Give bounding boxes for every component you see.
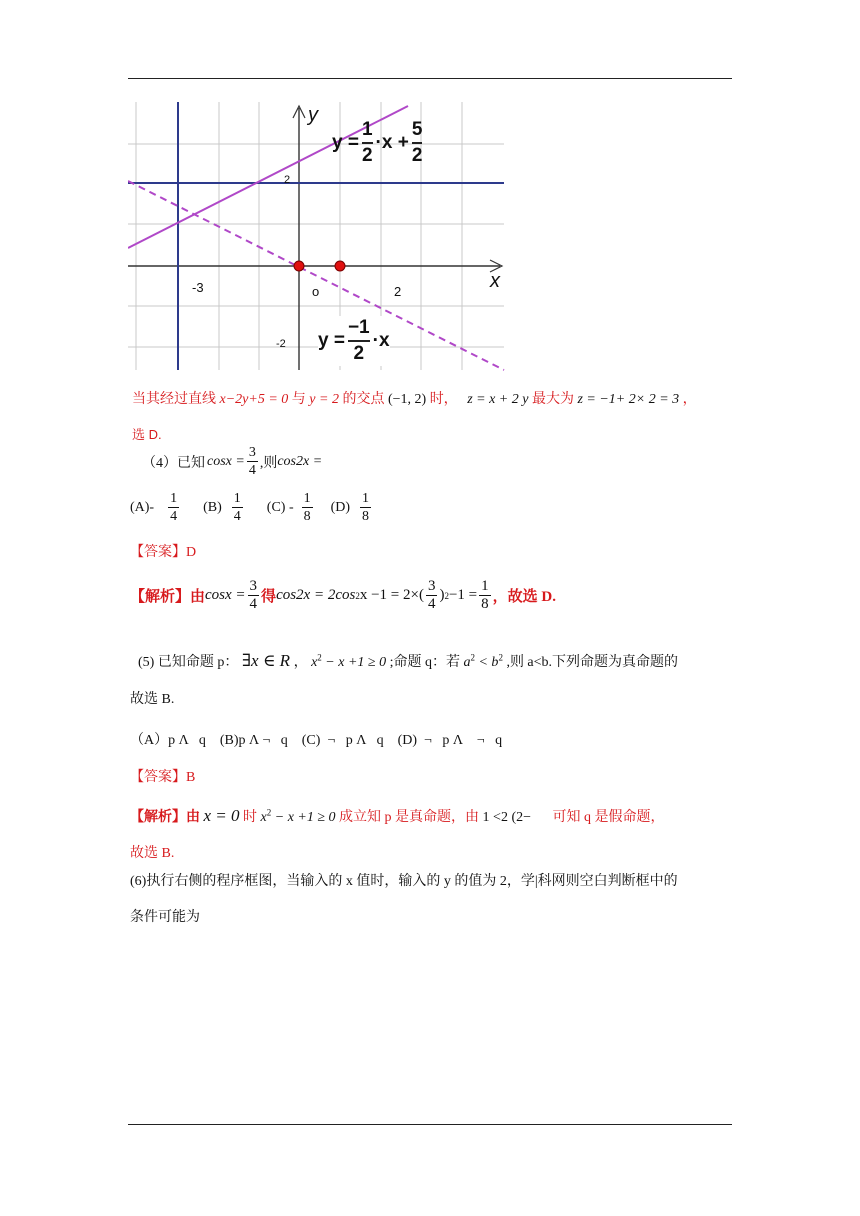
- line1-mid: ·x +: [375, 132, 409, 153]
- equation-line: x−2y+5 = 0: [219, 392, 289, 407]
- point-origin: [294, 261, 304, 271]
- cos-x: cosx =: [207, 453, 245, 469]
- option-d-fraction: $\frac{1}{8}$: [362, 491, 370, 524]
- y-axis-label: y: [308, 104, 318, 126]
- solution3-line1: 当其经过直线 x−2y+5 = 0 与 y = 2 的交点 (−1, 2) 时， z = x + 2 y 最大为 z = −1+ 2× 2 = 3 ，: [132, 392, 697, 407]
- question5-stem-line2: 故选 B.: [130, 692, 175, 707]
- analysis-inner-fraction: $\frac{3}{4}$: [427, 578, 436, 612]
- footer-rule: [128, 1124, 732, 1125]
- x-axis-label: x: [490, 270, 500, 292]
- question5-analysis-line2: 故选 B.: [130, 846, 175, 861]
- analysis-result-fraction: $\frac{1}{8}$: [481, 578, 489, 612]
- question4-stem: （4）已知 cosx = $\frac{3}{4}$ ,则 cos2x =: [142, 445, 323, 478]
- line1-fraction-2: $\frac{5}{2}$: [411, 119, 423, 166]
- line1-lhs: y =: [332, 132, 359, 153]
- graph-svg: [128, 102, 506, 372]
- grid-lines: [128, 102, 504, 370]
- tick-label-x-2: 2: [394, 284, 402, 299]
- point-x1: [335, 261, 345, 271]
- option-c-fraction: $\frac{1}{8}$: [303, 491, 311, 524]
- tick-label-y-neg2: -2: [276, 338, 286, 350]
- fraction-3-4: $\frac{3}{4}$: [248, 445, 256, 478]
- question6-line1: (6)执行右侧的程序框图，当输入的 x 值时，输入的 y 的值为 2，学|科网则空白判断框中的: [130, 874, 678, 889]
- z-expression: z = x + 2 y: [467, 392, 529, 407]
- intersection-point: (−1, 2): [387, 392, 427, 407]
- cos-2x: cos2x =: [277, 453, 323, 469]
- solution3-line2: 选 D.: [132, 427, 162, 442]
- line-neg-half-x: [128, 181, 504, 370]
- tick-label-x-neg3: -3: [192, 280, 204, 295]
- origin-label: o: [312, 284, 320, 299]
- line2-equation-label: [318, 316, 390, 366]
- exists-expression: ∃x ∈ R: [241, 651, 291, 670]
- line2-lhs: y =: [318, 330, 345, 351]
- question5-options: （A）p Λ q (B)p Λ ¬ q (C) ¬ p Λ q (D) ¬ p Λ ¬ q: [130, 733, 503, 748]
- option-b-fraction: $\frac{1}{4}$: [233, 491, 241, 524]
- line2-tail: ·x: [372, 330, 390, 351]
- question5-stem: (5) 已知命题 p： ∃x ∈ R ， $x^2 - x +1 \ge 0$ ;命题 q：若 $a^2 < b^2$ ,则 a<b.下列命题为真命题的: [138, 651, 679, 670]
- option-d: (D): [330, 499, 351, 515]
- question5-answer: 【答案】B: [130, 770, 196, 785]
- option-c: (C) -: [266, 499, 294, 515]
- question5-analysis: 【解析】由 x = 0 时 $x^2 - x +1 \ge 0$ 成立知 p 是真命题，由 1 <2 (2− 可知 q 是假命题，: [130, 806, 665, 825]
- option-a-fraction: $\frac{1}{4}$: [170, 491, 178, 524]
- z-value: z = −1+ 2× 2 = 3: [577, 392, 680, 407]
- question6-line2: 条件可能为: [130, 910, 200, 925]
- garbled-expression: 1 <2 (2−: [482, 810, 531, 825]
- question4-options: [130, 490, 373, 525]
- equation-y2: y = 2: [309, 392, 339, 407]
- line1-fraction-1: $\frac{1}{2}$: [361, 119, 373, 166]
- option-b: (B): [203, 499, 222, 515]
- analysis-fraction-3-4: $\frac{3}{4}$: [249, 578, 258, 612]
- question4-analysis: 【解析】由 cosx = $\frac{3}{4}$ 得 cos2x = 2cos 2 x −1 = 2×( $\frac{3}{4}$ ) 2 −1 = $\frac{1}{8}$ ，故选 D.: [130, 578, 556, 612]
- tick-label-y-2: 2: [284, 174, 291, 186]
- line2-fraction: $\frac{-1}{2}$: [347, 317, 370, 364]
- coordinate-graph: [128, 102, 506, 372]
- question4-answer: 【答案】D: [130, 545, 197, 560]
- header-rule: [128, 78, 732, 79]
- line1-equation-label: [332, 118, 425, 168]
- option-a: (A)-: [130, 499, 155, 515]
